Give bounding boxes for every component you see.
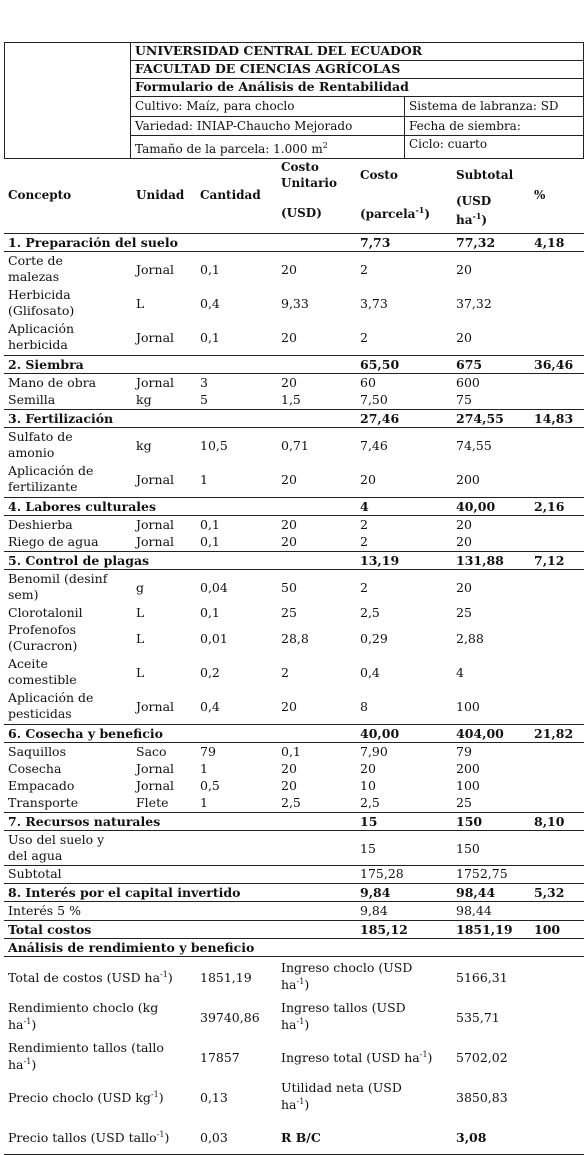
item-unidad: L	[136, 296, 145, 311]
item-cantidad: 0,1	[200, 517, 220, 532]
item-unidad: Jornal	[136, 761, 175, 776]
analysis-left-value: 39740,86	[200, 1010, 260, 1025]
row-rule	[4, 569, 584, 570]
item-concept: Benomil (desinf	[8, 571, 108, 586]
item-unitario: 0,1	[281, 744, 301, 759]
section-costo: 7,73	[360, 235, 391, 250]
item-unitario: 20	[281, 761, 297, 776]
section-subtotal: 150	[456, 814, 483, 829]
analysis-title: Análisis de rendimiento y beneficio	[8, 940, 255, 955]
analysis-label-line2: $ha^{-1}$)	[8, 1056, 37, 1072]
item-costo: 20	[360, 761, 376, 776]
header-rule	[130, 96, 584, 97]
item-concept: Transporte	[8, 795, 79, 810]
header-rule	[130, 135, 584, 136]
item-unitario: 20	[281, 262, 297, 277]
item-cantidad: 10,5	[200, 438, 228, 453]
item-subtotal: 20	[456, 517, 472, 532]
item-unidad: Jornal	[136, 778, 175, 793]
analysis-right-label: Ingreso tallos (USD	[281, 1000, 406, 1015]
item-concept: Deshierba	[8, 517, 73, 532]
col-costo-unitario: Costo	[281, 160, 319, 174]
item-unidad: Saco	[136, 744, 167, 759]
header-divider	[404, 96, 405, 159]
section-costo: 9,84	[360, 885, 391, 900]
row-rule	[4, 724, 584, 725]
analysis-left-value: 0,03	[200, 1130, 228, 1145]
item-costo: 2	[360, 580, 368, 595]
item-concept-line2: fertilizante	[8, 479, 78, 494]
item-unidad: Flete	[136, 795, 169, 810]
item-concept: Aceite	[8, 656, 48, 671]
analysis-right-value: 535,71	[456, 1010, 500, 1025]
item-costo: 0,4	[360, 665, 380, 680]
col-subtotal: Subtotal	[456, 168, 514, 182]
item-subtotal: 20	[456, 580, 472, 595]
item-subtotal: 20	[456, 330, 472, 345]
item-unitario: 20	[281, 375, 297, 390]
analysis-right-label: Ingreso total (USD $ha^{-1}$)	[281, 1049, 433, 1065]
item-unitario: 1,5	[281, 392, 301, 407]
section-pct: 4,18	[534, 235, 565, 250]
item-concept: Saquillos	[8, 744, 67, 759]
section-costo: 4	[360, 499, 369, 514]
item-concept: Riego de agua	[8, 534, 99, 549]
header-rule	[130, 116, 584, 117]
item-unitario: 20	[281, 699, 297, 714]
section-subtotal: 98,44	[456, 885, 496, 900]
col-costo-unitario-3: (USD)	[281, 206, 322, 220]
item-subtotal: 25	[456, 795, 472, 810]
total-subtotal: 1851,19	[456, 922, 513, 937]
item-unitario: 25	[281, 605, 297, 620]
item-unidad: Jornal	[136, 699, 175, 714]
item-subtotal: 20	[456, 262, 472, 277]
analysis-right-value: 3850,83	[456, 1090, 508, 1105]
item-concept: Corte de	[8, 253, 63, 268]
item-concept-line2: sem)	[8, 587, 39, 602]
item-concept: Aplicación de	[8, 463, 94, 478]
total-label: Total costos	[8, 922, 92, 937]
item-unidad: Jornal	[136, 517, 175, 532]
item-cantidad: 79	[200, 744, 216, 759]
university-name: UNIVERSIDAD CENTRAL DEL ECUADOR	[135, 43, 423, 58]
col-subtotal-unit: (USD	[456, 194, 492, 208]
item-unidad: Jornal	[136, 534, 175, 549]
section-pct: 8,10	[534, 814, 565, 829]
section-costo: 13,19	[360, 553, 400, 568]
item-concept: Mano de obra	[8, 375, 97, 390]
item-costo: 7,50	[360, 392, 388, 407]
item-costo: 2,5	[360, 605, 380, 620]
col-cantidad: Cantidad	[200, 188, 261, 202]
item-cantidad: 1	[200, 472, 208, 487]
sowing-date-label: Fecha de siembra:	[409, 119, 521, 133]
item-cantidad: 1	[200, 761, 208, 776]
crop-label: Cultivo: Maíz, para choclo	[135, 99, 295, 113]
analysis-label: Precio choclo (USD $kg^{-1}$)	[8, 1089, 164, 1105]
item-unitario: 9,33	[281, 296, 309, 311]
row-rule	[4, 355, 584, 356]
section-pct: 14,83	[534, 411, 574, 426]
col-concepto: Concepto	[8, 188, 72, 202]
analysis-right-value: 5702,02	[456, 1050, 508, 1065]
item-unitario: 20	[281, 330, 297, 345]
item-costo: 7,46	[360, 438, 388, 453]
section-title: 1. Preparación del suelo	[8, 235, 178, 250]
item-costo: 175,28	[360, 866, 404, 881]
col-costo-unit: (parcela$^{-1}$)	[360, 205, 431, 221]
item-costo: 10	[360, 778, 376, 793]
row-rule	[4, 901, 584, 902]
item-costo: 3,73	[360, 296, 388, 311]
item-subtotal: 2,88	[456, 631, 484, 646]
item-concept: Herbicida	[8, 287, 71, 302]
row-rule	[4, 551, 584, 552]
item-unitario: 50	[281, 580, 297, 595]
analysis-left-value: 1851,19	[200, 970, 252, 985]
item-cantidad: 0,4	[200, 699, 220, 714]
item-cantidad: 0,1	[200, 534, 220, 549]
item-costo: 2,5	[360, 795, 380, 810]
analysis-left-value: 0,13	[200, 1090, 228, 1105]
item-concept: Cosecha	[8, 761, 62, 776]
row-rule	[4, 883, 584, 884]
analysis-right-label-line2: $ha^{-1}$)	[281, 976, 310, 992]
item-unitario: 20	[281, 517, 297, 532]
section-pct: 36,46	[534, 357, 574, 372]
row-rule	[4, 251, 584, 252]
col-subtotal-unit-2: $ha^{-1}$)	[456, 211, 488, 227]
item-subtotal: 200	[456, 761, 480, 776]
row-rule	[4, 497, 584, 498]
section-subtotal: 40,00	[456, 499, 496, 514]
section-subtotal: 131,88	[456, 553, 504, 568]
item-unidad: Jornal	[136, 472, 175, 487]
item-unidad: Jornal	[136, 330, 175, 345]
analysis-label-line2: $ha^{-1}$)	[8, 1016, 37, 1032]
row-rule	[4, 742, 584, 743]
item-concept: Aplicación	[8, 321, 75, 336]
item-costo: 2	[360, 517, 368, 532]
col-pct: %	[534, 188, 546, 202]
analysis-label: Total de costos (USD $ha^{-1}$)	[8, 969, 173, 985]
section-title: 7. Recursos naturales	[8, 814, 161, 829]
item-concept: Interés 5 %	[8, 903, 81, 918]
row-rule	[4, 409, 584, 410]
col-costo: Costo	[360, 168, 398, 182]
item-unitario: 0,71	[281, 438, 309, 453]
item-unidad: g	[136, 580, 145, 595]
analysis-right-label-line2: $ha^{-1}$)	[281, 1096, 310, 1112]
section-costo: 40,00	[360, 726, 400, 741]
section-subtotal: 77,32	[456, 235, 496, 250]
item-subtotal: 100	[456, 699, 480, 714]
section-pct: 5,32	[534, 885, 565, 900]
item-cantidad: 0,4	[200, 296, 220, 311]
section-subtotal: 675	[456, 357, 483, 372]
item-subtotal: 79	[456, 744, 472, 759]
item-concept-line2: del agua	[8, 848, 63, 863]
row-rule	[4, 938, 584, 939]
analysis-right-value: 3,08	[456, 1130, 487, 1145]
item-subtotal: 75	[456, 392, 472, 407]
section-subtotal: 274,55	[456, 411, 504, 426]
item-costo: 7,90	[360, 744, 388, 759]
item-cantidad: 5	[200, 392, 208, 407]
item-unitario: 20	[281, 534, 297, 549]
item-concept: Aplicación de	[8, 690, 94, 705]
analysis-label: Rendimiento choclo (kg	[8, 1000, 159, 1015]
item-concept: Uso del suelo y	[8, 832, 105, 847]
item-unidad: Jornal	[136, 375, 175, 390]
analysis-right-label: Ingreso choclo (USD	[281, 960, 413, 975]
item-concept: Clorotalonil	[8, 605, 83, 620]
form-title: Formulario de Análisis de Rentabilidad	[135, 79, 409, 94]
plot-size-label: Tamaño de la parcela: 1.000 $m^2$	[135, 141, 328, 156]
item-subtotal: 25	[456, 605, 472, 620]
item-costo: 60	[360, 375, 376, 390]
row-rule	[4, 373, 584, 374]
item-subtotal: 98,44	[456, 903, 492, 918]
row-rule	[4, 233, 584, 234]
item-unitario: 20	[281, 778, 297, 793]
section-title: 8. Interés por el capital invertido	[8, 885, 241, 900]
row-rule	[4, 830, 584, 831]
row-rule	[4, 515, 584, 516]
section-title: 3. Fertilización	[8, 411, 114, 426]
col-costo-unitario-2: Unitario	[281, 176, 337, 190]
item-costo: 9,84	[360, 903, 388, 918]
tillage-label: Sistema de labranza: SD	[409, 99, 559, 113]
section-title: 4. Labores culturales	[8, 499, 157, 514]
item-subtotal: 37,32	[456, 296, 492, 311]
item-subtotal: 200	[456, 472, 480, 487]
item-costo: 2	[360, 534, 368, 549]
total-costo: 185,12	[360, 922, 408, 937]
item-cantidad: 0,1	[200, 330, 220, 345]
item-cantidad: 0,1	[200, 605, 220, 620]
item-subtotal: 4	[456, 665, 464, 680]
section-subtotal: 404,00	[456, 726, 504, 741]
item-unidad: L	[136, 631, 145, 646]
section-pct: 7,12	[534, 553, 565, 568]
item-concept: Empacado	[8, 778, 75, 793]
row-rule	[4, 956, 584, 957]
item-unitario: 2,5	[281, 795, 301, 810]
item-concept: Profenofos	[8, 622, 77, 637]
cycle-label: Ciclo: cuarto	[409, 137, 488, 151]
analysis-left-value: 17857	[200, 1050, 240, 1065]
item-unidad: kg	[136, 438, 152, 453]
analysis-right-value: 5166,31	[456, 970, 508, 985]
item-unitario: 20	[281, 472, 297, 487]
item-subtotal: 100	[456, 778, 480, 793]
analysis-right-label: Utilidad neta (USD	[281, 1080, 402, 1095]
item-unidad: L	[136, 665, 145, 680]
total-pct: 100	[534, 922, 561, 937]
item-concept: Sulfato de	[8, 429, 73, 444]
faculty-name: FACULTAD DE CIENCIAS AGRÍCOLAS	[135, 61, 401, 76]
item-concept-line2: (Glifosato)	[8, 303, 75, 318]
item-subtotal: 74,55	[456, 438, 492, 453]
section-pct: 21,82	[534, 726, 574, 741]
row-rule	[4, 920, 584, 921]
col-unidad: Unidad	[136, 188, 185, 202]
item-concept-line2: amonio	[8, 445, 55, 460]
row-rule	[4, 865, 584, 866]
item-unitario: 2	[281, 665, 289, 680]
analysis-label: Precio tallos (USD tallo$^{-1}$)	[8, 1129, 170, 1145]
section-title: 6. Cosecha y beneficio	[8, 726, 163, 741]
item-costo: 0,29	[360, 631, 388, 646]
item-subtotal: 1752,75	[456, 866, 508, 881]
item-concept-line2: herbicida	[8, 337, 68, 352]
item-costo: 20	[360, 472, 376, 487]
item-subtotal: 600	[456, 375, 480, 390]
item-cantidad: 1	[200, 795, 208, 810]
section-costo: 15	[360, 814, 378, 829]
item-cantidad: 3	[200, 375, 208, 390]
section-costo: 27,46	[360, 411, 400, 426]
item-cantidad: 0,04	[200, 580, 228, 595]
item-subtotal: 150	[456, 841, 480, 856]
item-cantidad: 0,1	[200, 262, 220, 277]
item-unidad: L	[136, 605, 145, 620]
analysis-right-label: R B/C	[281, 1130, 321, 1145]
analysis-label: Rendimiento tallos (tallo	[8, 1040, 164, 1055]
item-concept-line2: comestible	[8, 672, 77, 687]
item-concept-line2: pesticidas	[8, 706, 72, 721]
section-costo: 65,50	[360, 357, 400, 372]
row-rule	[4, 812, 584, 813]
item-unitario: 28,8	[281, 631, 309, 646]
row-rule	[4, 427, 584, 428]
item-costo: 2	[360, 330, 368, 345]
item-unidad: kg	[136, 392, 152, 407]
section-title: 2. Siembra	[8, 357, 84, 372]
item-concept: Subtotal	[8, 866, 62, 881]
item-costo: 8	[360, 699, 368, 714]
item-costo: 15	[360, 841, 376, 856]
section-title: 5. Control de plagas	[8, 553, 150, 568]
item-concept: Semilla	[8, 392, 56, 407]
variety-label: Variedad: INIAP-Chaucho Mejorado	[135, 119, 353, 133]
item-costo: 2	[360, 262, 368, 277]
item-subtotal: 20	[456, 534, 472, 549]
item-cantidad: 0,5	[200, 778, 220, 793]
item-concept-line2: (Curacron)	[8, 638, 78, 653]
item-cantidad: 0,2	[200, 665, 220, 680]
item-cantidad: 0,01	[200, 631, 228, 646]
item-unidad: Jornal	[136, 262, 175, 277]
section-pct: 2,16	[534, 499, 565, 514]
analysis-right-label-line2: $ha^{-1}$)	[281, 1016, 310, 1032]
item-concept-line2: malezas	[8, 269, 60, 284]
